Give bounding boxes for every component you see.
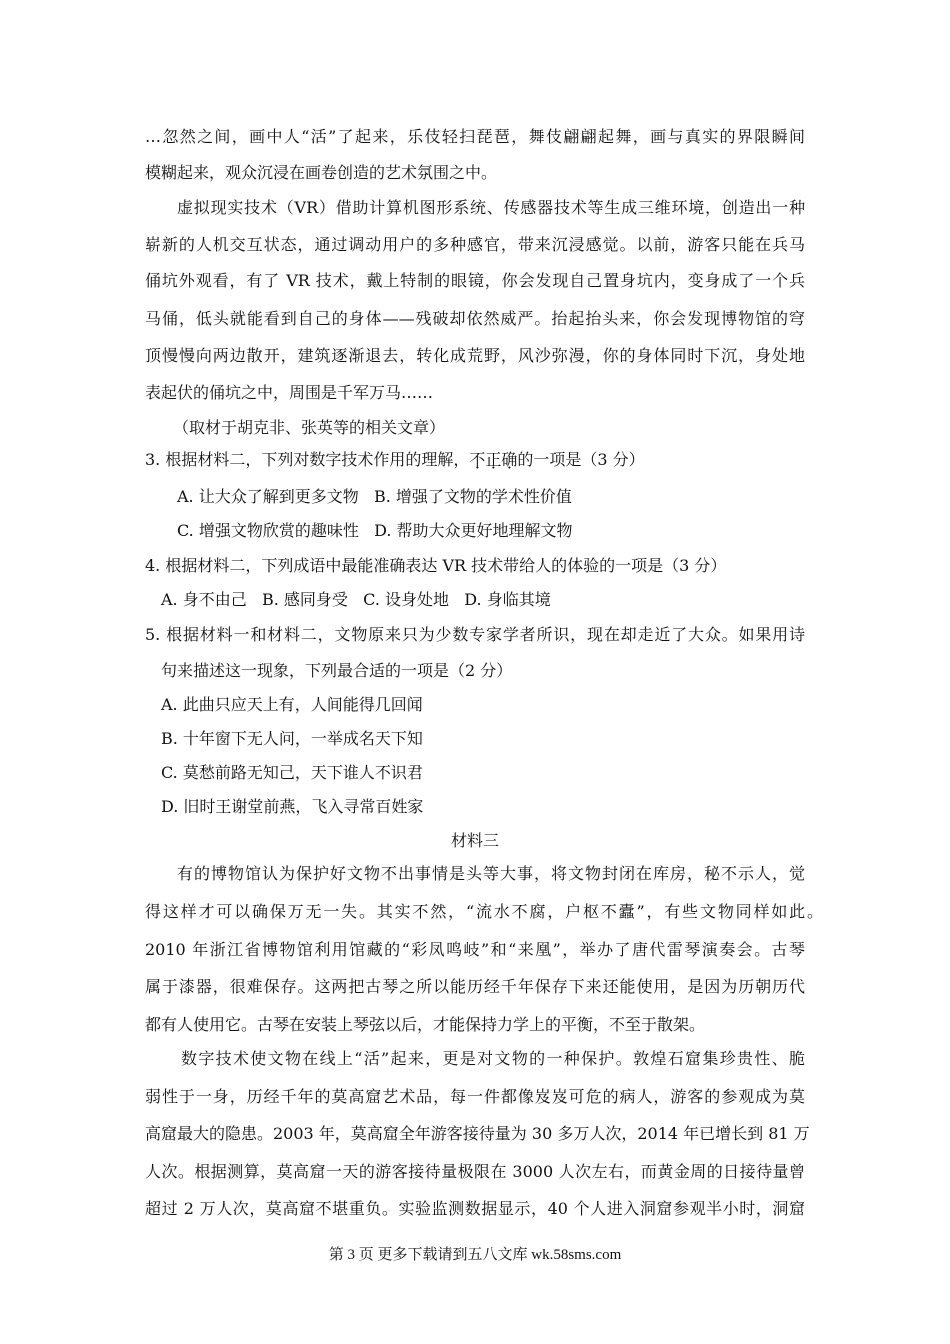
emphasis-char: 不 <box>469 450 486 469</box>
question-5-option-b: B. 十年窗下无人问，一举成名天下知 <box>161 729 423 748</box>
question-3-stem-b: 的一项是（3 分） <box>517 450 645 469</box>
question-5-option-c: C. 莫愁前路无知己，天下谁人不识君 <box>161 763 423 782</box>
question-3-stem <box>145 450 645 470</box>
paragraph-line: 都有人使用它。古琴在安装上琴弦以后，才能保持力学上的平衡，不至于散架。 <box>145 1015 706 1034</box>
source-citation: （取材于胡克非、张英等的相关文章） <box>173 418 446 437</box>
question-5-stem-line2: 句来描述这一现象，下列最合适的一项是（2 分） <box>161 661 513 680</box>
paragraph-line: 有的博物馆认为保护好文物不出事情是头等大事，将文物封闭在库房，秘不示人，觉 <box>177 864 805 883</box>
paragraph-line: 俑坑外观看，有了 VR 技术，戴上特制的眼镜，你会发现自己置身坑内，变身成了一个兵 <box>145 271 805 290</box>
question-5-option-d: D. 旧时王谢堂前燕，飞入寻常百姓家 <box>161 797 424 816</box>
paragraph-line: 2010 年浙江省博物馆利用馆藏的“彩凤鸣岐”和“来凰”，举办了唐代雷琴演奏会。古琴 <box>145 940 805 959</box>
question-5-option-a: A. 此曲只应天上有，人间能得几回闻 <box>161 695 423 714</box>
paragraph-line: 表起伏的俑坑之中，周围是千军万马…… <box>145 383 434 402</box>
section-title: 材料三 <box>450 831 499 850</box>
question-3-options-row2: C. 增强文物欣赏的趣味性 D. 帮助大众更好地理解文物 <box>177 521 573 540</box>
paragraph-line: 模糊起来，观众沉浸在画卷创造的艺术氛围之中。 <box>145 163 498 182</box>
emphasis-char: 确 <box>501 450 518 469</box>
page-footer: 第 3 页 更多下载请到五八文库 wk.58sms.com <box>328 1247 622 1263</box>
paragraph-line: …忽然之间，画中人“活”了起来，乐伎轻扫琵琶，舞伎翩翩起舞，画与真实的界限瞬间 <box>145 127 805 146</box>
emphasis-char: 正 <box>485 450 502 469</box>
paragraph-line: 超过 2 万人次，莫高窟不堪重负。实验监测数据显示，40 个人进入洞窟参观半小时，洞窟 <box>145 1199 805 1218</box>
question-3-stem-a: 3. 根据材料二，下列对数字技术作用的理解， <box>145 450 470 469</box>
paragraph-line: 虚拟现实技术（VR）借助计算机图形系统、传感器技术等生成三维环境，创造出一种 <box>177 198 805 217</box>
paragraph-line: 弱性于一身，历经千年的莫高窟艺术品，每一件都像岌岌可危的病人，游客的参观成为莫 <box>145 1087 805 1106</box>
paragraph-line: 顶慢慢向两边散开，建筑逐渐退去，转化成荒野，风沙弥漫，你的身体同时下沉，身处地 <box>145 346 805 365</box>
paragraph-line: 属于漆器，很难保存。这两把古琴之所以能历经千年保存下来还能使用，是因为历朝历代 <box>145 977 805 996</box>
question-5-stem-line1: 5. 根据材料一和材料二，文物原来只为少数专家学者所识，现在却走近了大众。如果用诗 <box>145 625 805 644</box>
paragraph-line: 高窟最大的隐患。2003 年，莫高窟全年游客接待量为 30 多万人次，2014 年已增长到 81 万 <box>145 1124 810 1143</box>
paragraph-line: 马俑，低头就能看到自己的身体——残破却依然威严。抬起抬头来，你会发现博物馆的穹 <box>145 309 805 328</box>
paragraph-line: 数字技术使文物在线上“活”起来，更是对文物的一种保护。敦煌石窟集珍贵性、脆 <box>181 1049 805 1068</box>
question-3-options-row1: A. 让大众了解到更多文物 B. 增强了文物的学术性价值 <box>177 487 572 506</box>
paragraph-line: 崭新的人机交互状态，通过调动用户的多种感官，带来沉浸感觉。以前，游客只能在兵马 <box>145 235 805 254</box>
paragraph-line: 得这样才可以确保万无一失。其实不然，“流水不腐，户枢不蠹”，有些文物同样如此。 <box>145 902 823 921</box>
question-4-options: A. 身不由己 B. 感同身受 C. 设身处地 D. 身临其境 <box>161 590 551 609</box>
paragraph-line: 人次。根据测算，莫高窟一天的游客接待量极限在 3000 人次左右，而黄金周的日接待量曾 <box>145 1162 805 1181</box>
question-4-stem: 4. 根据材料二，下列成语中最能准确表达 VR 技术带给人的体验的一项是（3 分） <box>145 556 727 575</box>
